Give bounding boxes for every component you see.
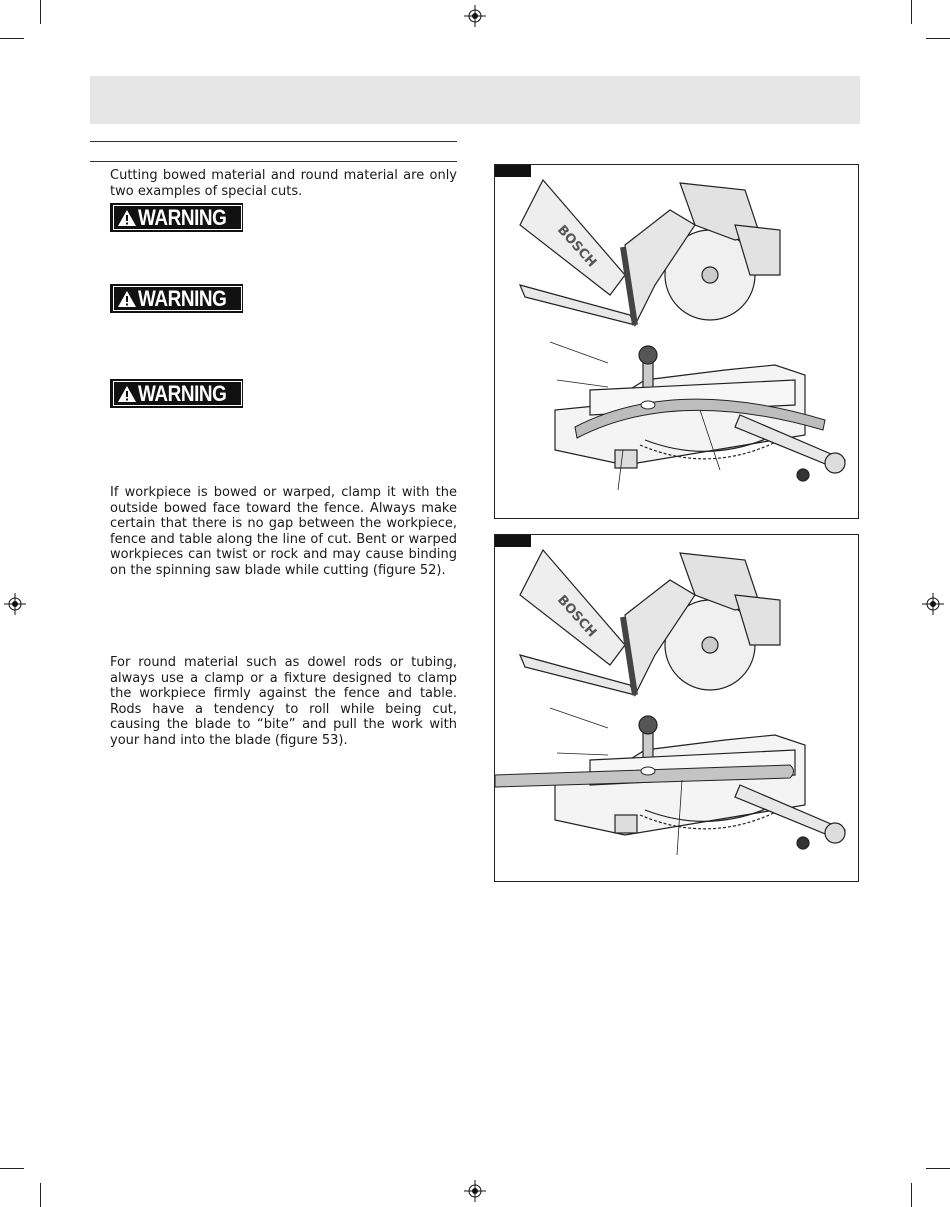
svg-text:BOSCH: BOSCH xyxy=(554,222,600,271)
crop-mark xyxy=(0,1168,24,1169)
warning-triangle-icon xyxy=(117,209,137,227)
svg-text:BOSCH: BOSCH xyxy=(554,592,600,641)
miter-saw-round-rod-illustration xyxy=(495,535,858,881)
crop-mark xyxy=(0,38,24,39)
bowed-material-paragraph: If workpiece is bowed or warped, clamp it with the outside bowed face toward the fence. Always make certain that there is no gap between the workpiece, fence and table along the line of cut. Bent or warped workpieces can twist or rock and may cause binding on the spinning saw blade while cutting (figure 52). xyxy=(110,485,457,578)
registration-mark-icon xyxy=(922,593,944,615)
crop-mark xyxy=(911,0,912,24)
round-material-paragraph: For round material such as dowel rods or tubing, always use a clamp or a fixture designed to clamp the workpiece firmly against the fence and table. Rods have a tendency to roll while being cut, causing the blade to “bite” and pull the work with your hand into the blade (figure 53). xyxy=(110,655,457,748)
registration-mark-icon xyxy=(464,5,486,27)
intro-paragraph: Cutting bowed material and round material are only two examples of special cuts. xyxy=(110,168,457,199)
section-rule-top xyxy=(90,141,457,142)
crop-mark xyxy=(926,1168,950,1169)
registration-mark-icon xyxy=(464,1180,486,1202)
registration-mark-icon xyxy=(4,593,26,615)
crop-mark xyxy=(926,38,950,39)
warning-label: WARNING xyxy=(138,205,227,230)
warning-badge xyxy=(110,379,243,408)
warning-label: WARNING xyxy=(138,381,227,406)
crop-mark xyxy=(911,1183,912,1207)
warning-triangle-icon xyxy=(117,290,137,308)
warning-triangle-icon xyxy=(117,385,137,403)
figure-52 xyxy=(494,164,859,519)
figure-53 xyxy=(494,534,859,882)
crop-mark xyxy=(40,1183,41,1207)
section-rule-bottom xyxy=(90,161,457,162)
header-band xyxy=(90,76,860,124)
figure-number-tab xyxy=(495,535,531,547)
crop-mark xyxy=(40,0,41,24)
warning-label: WARNING xyxy=(138,286,227,311)
warning-badge xyxy=(110,284,243,313)
warning-badge xyxy=(110,203,243,232)
miter-saw-bowed-illustration xyxy=(495,165,858,518)
figure-number-tab xyxy=(495,165,531,177)
